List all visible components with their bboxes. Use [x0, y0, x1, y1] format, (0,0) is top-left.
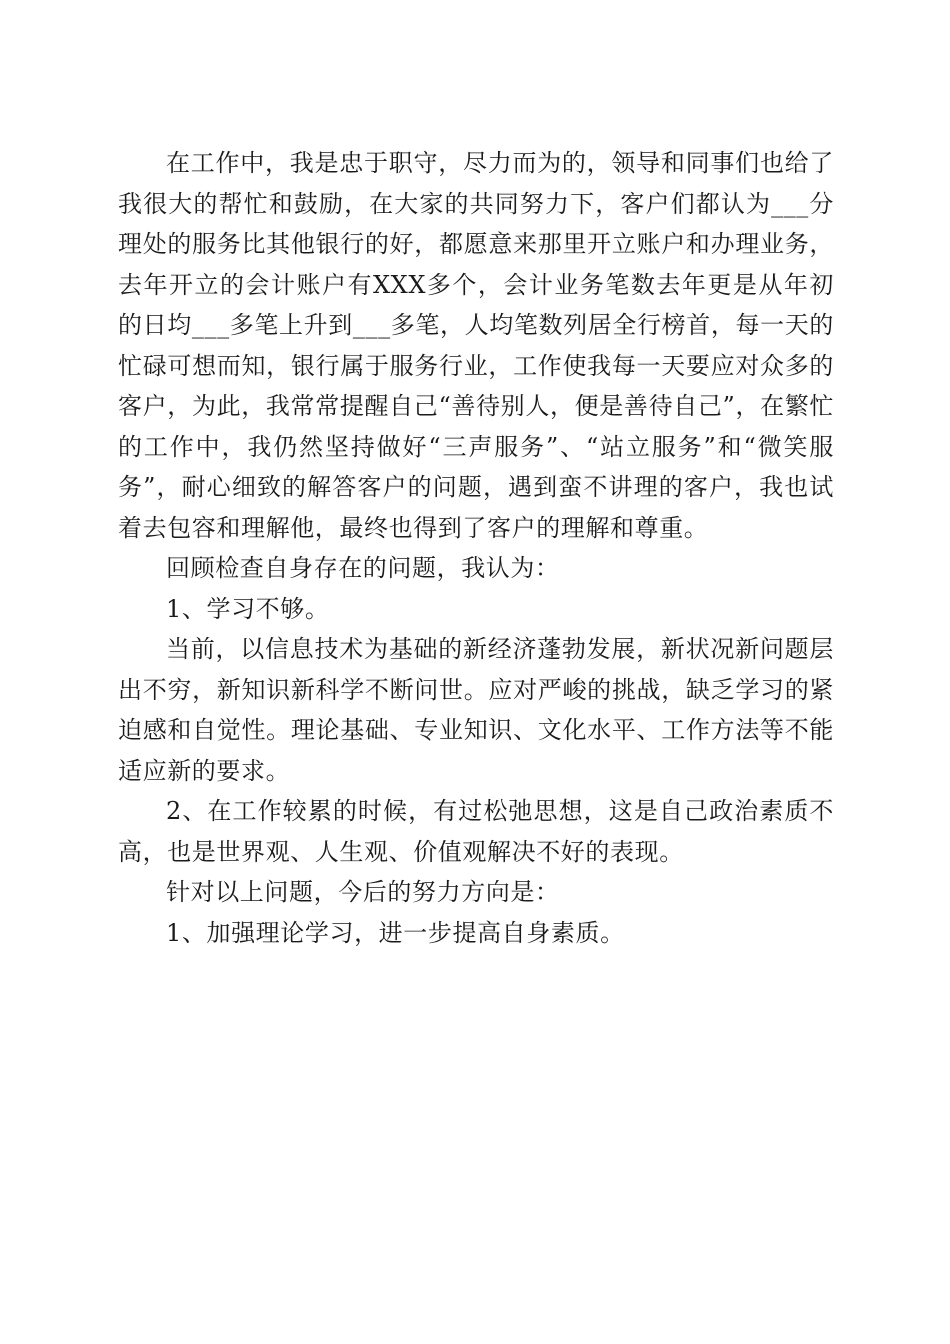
paragraph-problem-1-detail: 当前，以信息技术为基础的新经济蓬勃发展，新状况新问题层出不穷，新知识新科学不断问世。应对严峻的挑战，缺乏学习的紧迫感和自觉性。理论基础、专业知识、文化水平、工作方法等不能适应新的要求。 [118, 635, 834, 785]
paragraph-problem-1-heading: 1、学习不够。 [166, 594, 330, 623]
paragraph-problem-2: 2、在工作较累的时候，有过松弛思想，这是自己政治素质不高，也是世界观、人生观、价值观解决不好的表现。 [118, 797, 834, 866]
paragraph-review-intro: 回顾检查自身存在的问题，我认为： [166, 554, 560, 582]
document-body [118, 143, 834, 953]
paragraph-direction-1: 1、加强理论学习，进一步提高自身素质。 [166, 918, 625, 947]
paragraph-direction-intro: 针对以上问题，今后的努力方向是： [166, 878, 560, 906]
paragraph-work-summary: 在工作中，我是忠于职守，尽力而为的，领导和同事们也给了我很大的帮忙和鼓励，在大家的共同努力下，客户们都认为___分理处的服务比其他银行的好，都愿意来那里开立账户和办理业务，去年开立的会计账户有XXX多个，会计业务笔数去年更是从年初的日均___多笔上升到___多笔，人均笔数列居全行榜首，每一天的忙碌可想而知，银行属于服务行业，工作使我每一天要应对众多的客户，为此，我常常提醒自己“善待别人，便是善待自己”，在繁忙的工作中，我仍然坚持做好“三声服务”、“站立服务”和“微笑服务”，耐心细致的解答客户的问题，遇到蛮不讲理的客户，我也试着去包容和理解他，最终也得到了客户的理解和尊重。 [118, 149, 834, 542]
